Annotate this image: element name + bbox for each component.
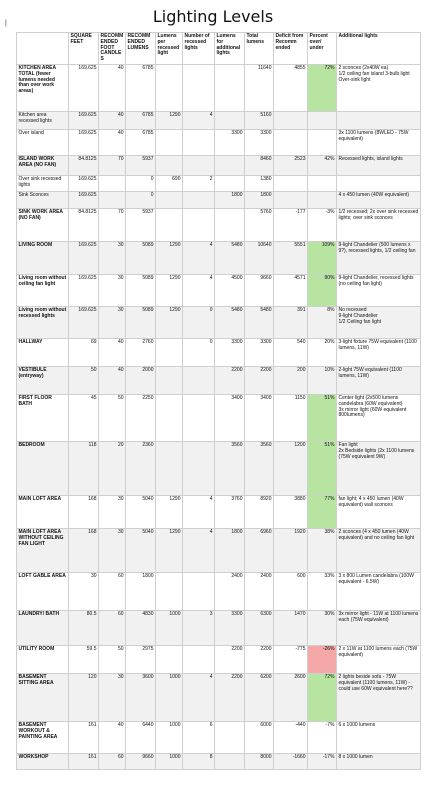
foot-candles-cell: 60 [99, 572, 126, 610]
recessed-count-cell [183, 645, 215, 673]
table-row [17, 721, 421, 753]
table-row [17, 208, 421, 241]
recessed-count-cell: 4 [183, 111, 215, 129]
deficit-cell: 2523 [274, 155, 308, 175]
percent-cell: 30% [308, 610, 337, 645]
additional-lights-cell: 3x mirror light - 11W at 1100 lumens each (75W equivalent) [337, 610, 421, 645]
lumens-per-light-cell [156, 338, 183, 366]
total-lumens-cell: 5160 [245, 111, 274, 129]
recommended-lumens-cell: 2000 [126, 366, 156, 394]
recessed-count-cell [183, 129, 215, 155]
additional-lumens-cell: 2400 [215, 572, 245, 610]
column-header: Deficit from Recomm ended [274, 33, 308, 65]
additional-lumens-cell: 1800 [215, 528, 245, 572]
recessed-count-cell: 6 [183, 721, 215, 753]
square-feet-cell: 84.8125 [69, 208, 99, 241]
additional-lumens-cell: 3400 [215, 394, 245, 441]
recessed-count-cell [183, 208, 215, 241]
square-feet-cell: 169.625 [69, 306, 99, 338]
header-row [17, 33, 421, 65]
room-name-cell: UTILITY ROOM [17, 645, 69, 673]
recessed-count-cell [183, 64, 215, 111]
table-row [17, 191, 421, 208]
square-feet-cell: 45 [69, 394, 99, 441]
lumens-per-light-cell: 1290 [156, 528, 183, 572]
additional-lights-cell: 2 sconces (2x40W ea) 1/2 ceiling fan island 3-bulb light Over-sink light [337, 64, 421, 111]
additional-lights-cell: 3-light fixture 75W equivalent (1100 lumens, 11W) [337, 338, 421, 366]
room-name-cell: SINK WORK AREA (NO FAN) [17, 208, 69, 241]
percent-cell [308, 191, 337, 208]
lumens-per-light-cell [156, 191, 183, 208]
percent-cell: 77% [308, 495, 337, 528]
lumens-per-light-cell [156, 155, 183, 175]
total-lumens-cell: 6000 [245, 721, 274, 753]
square-feet-cell: 168 [69, 528, 99, 572]
foot-candles-cell: 40 [99, 366, 126, 394]
room-name-cell: WORKSHOP [17, 753, 69, 769]
additional-lumens-cell: 5480 [215, 241, 245, 274]
percent-cell: 72% [308, 64, 337, 111]
table-body [17, 64, 421, 769]
recommended-lumens-cell: 0 [126, 175, 156, 191]
table-row [17, 64, 421, 111]
foot-candles-cell: 30 [99, 528, 126, 572]
total-lumens-cell: 1800 [245, 191, 274, 208]
column-header: SQUARE FEET [69, 33, 99, 65]
additional-lights-cell: 2 lights beside sofa - 75W equivalent (1100 lumens, 11W) - could use 60W equivalent here?? [337, 673, 421, 721]
recommended-lumens-cell: 6440 [126, 721, 156, 753]
percent-cell: 20% [308, 338, 337, 366]
square-feet-cell: 169.625 [69, 64, 99, 111]
foot-candles-cell: 60 [99, 610, 126, 645]
additional-lumens-cell: 3560 [215, 441, 245, 495]
lumens-per-light-cell [156, 129, 183, 155]
additional-lumens-cell [215, 753, 245, 769]
percent-cell: 90% [308, 274, 337, 306]
recessed-count-cell: 4 [183, 673, 215, 721]
foot-candles-cell: 20 [99, 441, 126, 495]
room-name-cell: LIVING ROOM [17, 241, 69, 274]
percent-cell: 109% [308, 241, 337, 274]
recommended-lumens-cell: 5040 [126, 495, 156, 528]
lumens-per-light-cell [156, 394, 183, 441]
lumens-per-light-cell [156, 441, 183, 495]
table-row [17, 274, 421, 306]
square-feet-cell: 169.625 [69, 175, 99, 191]
lighting-table [16, 32, 421, 770]
recommended-lumens-cell: 2760 [126, 338, 156, 366]
lumens-per-light-cell [156, 572, 183, 610]
deficit-cell: 1150 [274, 394, 308, 441]
recommended-lumens-cell: 3600 [126, 673, 156, 721]
deficit-cell: 3880 [274, 495, 308, 528]
square-feet-cell: 69 [69, 338, 99, 366]
table-row [17, 572, 421, 610]
square-feet-cell: 161 [69, 753, 99, 769]
total-lumens-cell: 3400 [245, 394, 274, 441]
additional-lights-cell: 9-light Chandelier (500 lumens x 9?), recessed lights, 1/2 ceiling fan [337, 241, 421, 274]
percent-cell: 8% [308, 306, 337, 338]
lumens-per-light-cell: 1290 [156, 274, 183, 306]
additional-lumens-cell: 3300 [215, 129, 245, 155]
additional-lights-cell: 4 x 450 lumen (40W equivalent) [337, 191, 421, 208]
total-lumens-cell: 2200 [245, 645, 274, 673]
room-name-cell: BASEMENT WORKOUT & PAINTING AREA [17, 721, 69, 753]
room-name-cell: MAIN LOFT AREA WITHOUT CEILING FAN LIGHT [17, 528, 69, 572]
table-row [17, 175, 421, 191]
lumens-per-light-cell: 1290 [156, 495, 183, 528]
additional-lights-cell: 6 x 1000 lumens [337, 721, 421, 753]
room-name-cell: BASEMENT SITTING AREA [17, 673, 69, 721]
percent-cell [308, 175, 337, 191]
deficit-cell: 5551 [274, 241, 308, 274]
deficit-cell [274, 191, 308, 208]
deficit-cell [274, 111, 308, 129]
deficit-cell: -775 [274, 645, 308, 673]
room-name-cell: Over island [17, 129, 69, 155]
recessed-count-cell: 4 [183, 274, 215, 306]
foot-candles-cell: 40 [99, 111, 126, 129]
additional-lights-cell: 3x 1100 lumens (8WLED - 75W equivalent) [337, 129, 421, 155]
deficit-cell: 600 [274, 572, 308, 610]
additional-lights-cell: Recessed lights, island lights [337, 155, 421, 175]
recommended-lumens-cell: 2250 [126, 394, 156, 441]
deficit-cell: -177 [274, 208, 308, 241]
foot-candles-cell: 40 [99, 64, 126, 111]
additional-lumens-cell: 2200 [215, 645, 245, 673]
additional-lumens-cell: 5480 [215, 306, 245, 338]
square-feet-cell: 169.625 [69, 191, 99, 208]
additional-lumens-cell: 3760 [215, 495, 245, 528]
room-name-cell: LOFT GABLE AREA [17, 572, 69, 610]
recommended-lumens-cell: 5089 [126, 274, 156, 306]
deficit-cell: -440 [274, 721, 308, 753]
additional-lumens-cell [215, 721, 245, 753]
lumens-per-light-cell: 1000 [156, 673, 183, 721]
recessed-count-cell [183, 394, 215, 441]
recommended-lumens-cell: 5937 [126, 155, 156, 175]
recessed-count-cell: 0 [183, 338, 215, 366]
recommended-lumens-cell: 5089 [126, 306, 156, 338]
deficit-cell: 2600 [274, 673, 308, 721]
total-lumens-cell: 3560 [245, 441, 274, 495]
room-name-cell: MAIN LOFT AREA [17, 495, 69, 528]
recommended-lumens-cell: 9660 [126, 753, 156, 769]
table-row [17, 111, 421, 129]
room-name-cell: Over sink recessed lights [17, 175, 69, 191]
total-lumens-cell: 6200 [245, 673, 274, 721]
deficit-cell: -1660 [274, 753, 308, 769]
additional-lumens-cell: 4500 [215, 274, 245, 306]
lumens-per-light-cell: 1290 [156, 241, 183, 274]
additional-lumens-cell: 3300 [215, 338, 245, 366]
percent-cell: 51% [308, 394, 337, 441]
lumens-per-light-cell: 1000 [156, 610, 183, 645]
additional-lumens-cell [215, 175, 245, 191]
square-feet-cell: 169.625 [69, 111, 99, 129]
foot-candles-cell: 30 [99, 495, 126, 528]
recessed-count-cell [183, 155, 215, 175]
recommended-lumens-cell: 6785 [126, 111, 156, 129]
additional-lights-cell [337, 175, 421, 191]
deficit-cell: 1200 [274, 441, 308, 495]
additional-lumens-cell: 2200 [215, 366, 245, 394]
recommended-lumens-cell: 5089 [126, 241, 156, 274]
column-header: Total lumens [245, 33, 274, 65]
total-lumens-cell: 6960 [245, 528, 274, 572]
square-feet-cell: 118 [69, 441, 99, 495]
foot-candles-cell: 70 [99, 155, 126, 175]
foot-candles-cell: 50 [99, 645, 126, 673]
foot-candles-cell: 40 [99, 721, 126, 753]
table-row [17, 129, 421, 155]
percent-cell: -17% [308, 753, 337, 769]
table-row [17, 441, 421, 495]
table-row [17, 366, 421, 394]
additional-lumens-cell: 3300 [215, 610, 245, 645]
square-feet-cell: 80.5 [69, 610, 99, 645]
recessed-count-cell [183, 366, 215, 394]
square-feet-cell: 30 [69, 572, 99, 610]
table-row [17, 306, 421, 338]
square-feet-cell: 169.625 [69, 241, 99, 274]
deficit-cell: 1920 [274, 528, 308, 572]
recessed-count-cell: 4 [183, 528, 215, 572]
column-header: RECOMM ENDED FOOT CANDLES [99, 33, 126, 65]
recommended-lumens-cell: 6785 [126, 64, 156, 111]
total-lumens-cell: 5480 [245, 306, 274, 338]
additional-lights-cell: 9-light Chandelier, recessed lights (no ceiling fan light) [337, 274, 421, 306]
additional-lights-cell: 1/2 recessed; 2x over sink recessed lights; over sink sconces [337, 208, 421, 241]
percent-cell: -26% [308, 645, 337, 673]
recommended-lumens-cell: 2975 [126, 645, 156, 673]
room-name-cell: ISLAND WORK AREA (NO FAN) [17, 155, 69, 175]
additional-lights-cell: No recessed 9-light Chandelier 1/2 Ceiling fan light [337, 306, 421, 338]
square-feet-cell: 169.625 [69, 129, 99, 155]
lumens-per-light-cell: 690 [156, 175, 183, 191]
total-lumens-cell: 8460 [245, 155, 274, 175]
table-row [17, 610, 421, 645]
lumens-per-light-cell: 1290 [156, 306, 183, 338]
recessed-count-cell: 2 [183, 175, 215, 191]
column-header: Lumens per recessed light [156, 33, 183, 65]
recommended-lumens-cell: 4830 [126, 610, 156, 645]
foot-candles-cell: 70 [99, 208, 126, 241]
square-feet-cell: 120 [69, 673, 99, 721]
additional-lights-cell: 2 sconces (4 x 450 lumen (40W equivalent) and no ceiling fan light [337, 528, 421, 572]
total-lumens-cell: 5760 [245, 208, 274, 241]
lumens-per-light-cell [156, 645, 183, 673]
text-cursor: | [5, 20, 7, 27]
recommended-lumens-cell: 2360 [126, 441, 156, 495]
total-lumens-cell: 2200 [245, 366, 274, 394]
lumens-per-light-cell: 1000 [156, 753, 183, 769]
recessed-count-cell: 8 [183, 753, 215, 769]
square-feet-cell: 84.8125 [69, 155, 99, 175]
total-lumens-cell: 3300 [245, 129, 274, 155]
recommended-lumens-cell: 0 [126, 191, 156, 208]
column-header: Lumens for additional lights [215, 33, 245, 65]
total-lumens-cell: 9660 [245, 274, 274, 306]
table-row [17, 645, 421, 673]
total-lumens-cell: 1380 [245, 175, 274, 191]
room-name-cell: HALLWAY [17, 338, 69, 366]
foot-candles-cell: 30 [99, 274, 126, 306]
recommended-lumens-cell: 1800 [126, 572, 156, 610]
room-name-cell: Living room without recessed lights [17, 306, 69, 338]
foot-candles-cell: 40 [99, 338, 126, 366]
additional-lumens-cell: 1800 [215, 191, 245, 208]
percent-cell: 42% [308, 155, 337, 175]
recessed-count-cell: 0 [183, 306, 215, 338]
foot-candles-cell: 60 [99, 753, 126, 769]
percent-cell: -7% [308, 721, 337, 753]
deficit-cell: 200 [274, 366, 308, 394]
page-title: Lighting Levels [152, 7, 274, 26]
foot-candles-cell: 30 [99, 306, 126, 338]
lumens-per-light-cell [156, 208, 183, 241]
additional-lights-cell: Center light (2x500 lumens candelabra (60W equivalent) 3x mirror light (60W equivalent 800lumens) [337, 394, 421, 441]
lumens-per-light-cell: 1290 [156, 111, 183, 129]
column-header: RECOMM ENDED LUMENS [126, 33, 156, 65]
table-row [17, 241, 421, 274]
percent-cell [308, 129, 337, 155]
room-name-cell: FIRST FLOOR BATH [17, 394, 69, 441]
additional-lumens-cell [215, 155, 245, 175]
square-feet-cell: 168 [69, 495, 99, 528]
total-lumens-cell: 3300 [245, 338, 274, 366]
recessed-count-cell: 4 [183, 241, 215, 274]
additional-lights-cell [337, 111, 421, 129]
deficit-cell [274, 129, 308, 155]
total-lumens-cell: 2400 [245, 572, 274, 610]
table-row [17, 673, 421, 721]
total-lumens-cell: 8920 [245, 495, 274, 528]
column-header: Percent over/ under [308, 33, 337, 65]
additional-lights-cell: 3 x 800 Lumen candelabra (100W equivalent - 6.5W) [337, 572, 421, 610]
room-name-cell: VESTIBULE (entryway) [17, 366, 69, 394]
foot-candles-cell [99, 175, 126, 191]
percent-cell: -3% [308, 208, 337, 241]
recommended-lumens-cell: 5937 [126, 208, 156, 241]
square-feet-cell: 169.625 [69, 274, 99, 306]
foot-candles-cell: 50 [99, 394, 126, 441]
column-header: Additional lights [337, 33, 421, 65]
additional-lumens-cell [215, 208, 245, 241]
foot-candles-cell: 40 [99, 129, 126, 155]
column-header: Number of recessed lights [183, 33, 215, 65]
room-name-cell: LAUNDRY/ BATH [17, 610, 69, 645]
table-row [17, 338, 421, 366]
room-name-cell: BEDROOM [17, 441, 69, 495]
column-header [17, 33, 69, 65]
deficit-cell: 391 [274, 306, 308, 338]
additional-lights-cell: 8 x 1000 lumen [337, 753, 421, 769]
additional-lights-cell: 2 x 11W at 1100 lumens each (75W equivalent) [337, 645, 421, 673]
additional-lights-cell: Fan light 2x Bedside lights (2x 1100 lumens (75W equivalent 9W) [337, 441, 421, 495]
recessed-count-cell [183, 191, 215, 208]
table-row [17, 495, 421, 528]
table-row [17, 753, 421, 769]
recommended-lumens-cell: 5040 [126, 528, 156, 572]
total-lumens-cell: 11640 [245, 64, 274, 111]
table-row [17, 528, 421, 572]
room-name-cell: Kitchen area recessed lights [17, 111, 69, 129]
room-name-cell: KITCHEN AREA TOTAL (fewer lumens needed than over work areas) [17, 64, 69, 111]
percent-cell: 10% [308, 366, 337, 394]
percent-cell: 33% [308, 572, 337, 610]
deficit-cell: 540 [274, 338, 308, 366]
additional-lights-cell: 2-light 75W equivalent (1100 lumens, 11W) [337, 366, 421, 394]
square-feet-cell: 50 [69, 366, 99, 394]
table-row [17, 155, 421, 175]
percent-cell: 51% [308, 441, 337, 495]
recessed-count-cell: 4 [183, 495, 215, 528]
total-lumens-cell: 10640 [245, 241, 274, 274]
table-row [17, 394, 421, 441]
deficit-cell [274, 175, 308, 191]
recommended-lumens-cell: 6785 [126, 129, 156, 155]
foot-candles-cell: 30 [99, 241, 126, 274]
recessed-count-cell [183, 572, 215, 610]
percent-cell: 38% [308, 528, 337, 572]
percent-cell: 72% [308, 673, 337, 721]
additional-lumens-cell [215, 111, 245, 129]
lumens-per-light-cell [156, 366, 183, 394]
total-lumens-cell: 8000 [245, 753, 274, 769]
deficit-cell: 4855 [274, 64, 308, 111]
square-feet-cell: 59.5 [69, 645, 99, 673]
foot-candles-cell [99, 191, 126, 208]
deficit-cell: 1470 [274, 610, 308, 645]
recessed-count-cell [183, 441, 215, 495]
lumens-per-light-cell: 1000 [156, 721, 183, 753]
foot-candles-cell: 30 [99, 673, 126, 721]
percent-cell [308, 111, 337, 129]
additional-lumens-cell [215, 64, 245, 111]
lumens-per-light-cell [156, 64, 183, 111]
room-name-cell: Sink Sconces [17, 191, 69, 208]
additional-lumens-cell: 2200 [215, 673, 245, 721]
room-name-cell: Living room without ceiling fan light [17, 274, 69, 306]
deficit-cell: 4571 [274, 274, 308, 306]
total-lumens-cell: 6300 [245, 610, 274, 645]
square-feet-cell: 161 [69, 721, 99, 753]
recessed-count-cell: 3 [183, 610, 215, 645]
additional-lights-cell: fan light; 4 x 450 lumen (40W equivalent) wall sconces [337, 495, 421, 528]
